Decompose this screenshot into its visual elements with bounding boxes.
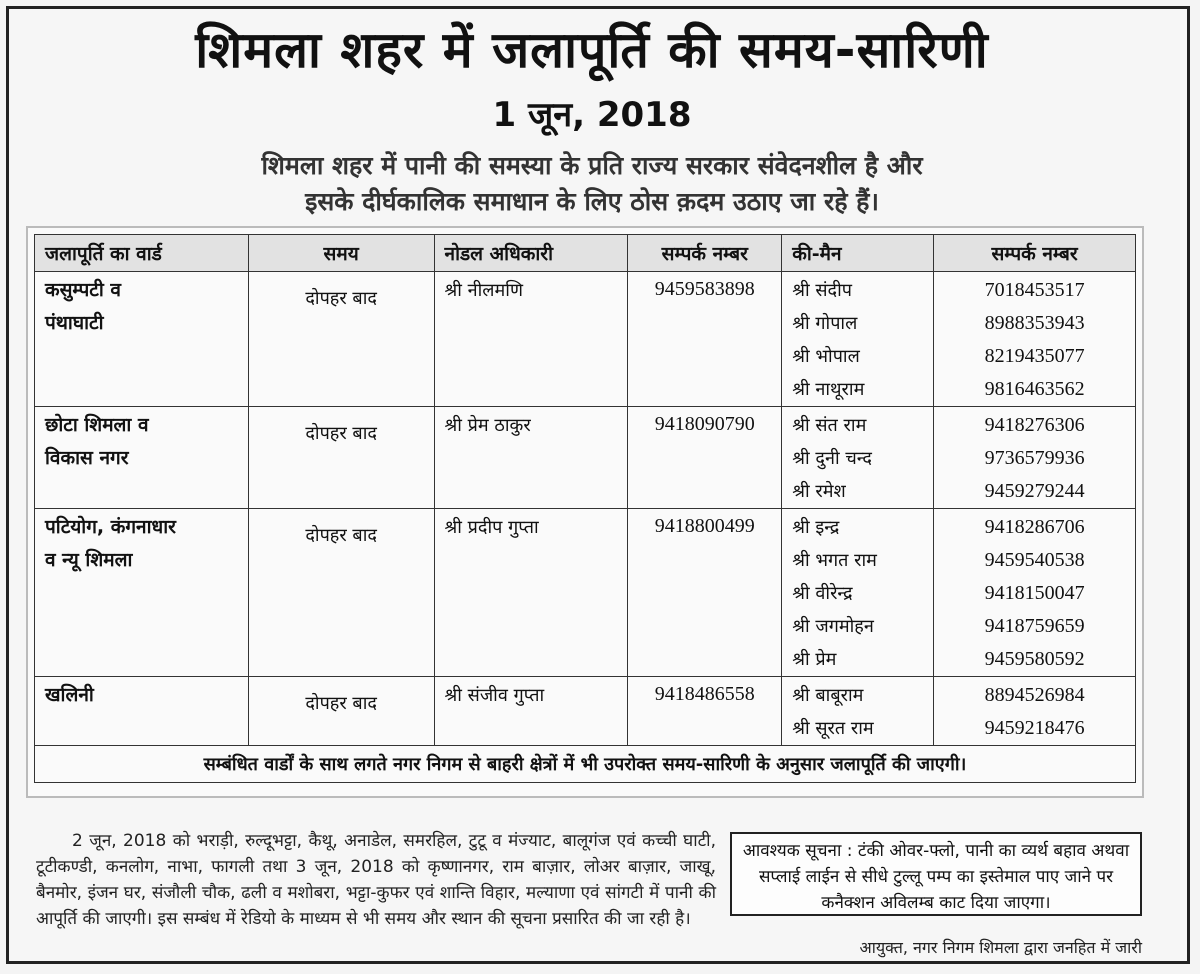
- keyman-name: श्री भोपाल: [792, 346, 860, 367]
- keymen-phones-cell: [934, 509, 1136, 677]
- ward-name-line: व न्यू शिमला: [45, 549, 133, 571]
- ward-name-line: कसुम्पटी व: [45, 279, 121, 301]
- keyman-name: श्री सूरत राम: [792, 718, 874, 739]
- col-header-officer-phone: सम्पर्क नम्बर: [628, 235, 782, 272]
- keyman-phone: 8219435077: [984, 345, 1085, 367]
- ward-name-line: पटियोग, कंगनाधार: [45, 516, 176, 538]
- keyman-phone: 9418286706: [984, 516, 1085, 538]
- page-title: शिमला शहर में जलापूर्ति की समय-सारिणी: [195, 21, 989, 79]
- issued-by: आयुक्त, नगर निगम शिमला द्वारा जनहित में जारी: [859, 938, 1142, 957]
- keyman-name: श्री जगमोहन: [792, 616, 874, 637]
- col-header-time: समय: [248, 235, 434, 272]
- keymen-cell: [782, 272, 934, 407]
- keyman-phone: 9459580592: [984, 648, 1085, 670]
- officer-cell: श्री प्रेम ठाकुर: [434, 407, 628, 509]
- keyman-name: श्री गोपाल: [792, 313, 858, 334]
- time-cell: दोपहर बाद: [248, 677, 434, 746]
- ward-name-line: छोटा शिमला व: [45, 414, 149, 436]
- table-row: [35, 407, 1136, 509]
- keyman-name: श्री इन्द्र: [792, 517, 840, 538]
- officer-cell: श्री प्रदीप गुप्ता: [434, 509, 628, 677]
- officer-phone-cell: 9459583898: [628, 272, 782, 407]
- table-footer-row: [35, 746, 1136, 783]
- keyman-phone: 9418759659: [984, 615, 1085, 637]
- officer-phone-cell: 9418800499: [628, 509, 782, 677]
- keyman-name: श्री संदीप: [792, 280, 853, 301]
- keyman-name: श्री रमेश: [792, 481, 846, 502]
- keyman-name: श्री संत राम: [792, 415, 867, 436]
- subtitle-line-2: इसके दीर्घकालिक समाधान के लिए ठोस क़दम उठाए जा रहे हैं।: [305, 187, 879, 216]
- ward-cell: [35, 677, 249, 746]
- officer-cell: श्री नीलमणि: [434, 272, 628, 407]
- keyman-name: श्री दुनी चन्द: [792, 448, 872, 469]
- keymen-cell: [782, 677, 934, 746]
- important-notice-box: [730, 832, 1142, 916]
- keyman-phone: 9459540538: [984, 549, 1085, 571]
- supply-schedule-paragraph: 2 जून, 2018 को भराड़ी, रुल्दूभट्टा, कैथू, अनाडेल, समरहिल, टुटू व मंज्याट, बालूगंज एवं कच्ची घाटी, टूटीकण्डी, कनलोग, नाभा, फागली तथा 3 जून, 2018 को कृष्णानगर, राम बाज़ार, लोअर बाज़ार, जाखू, बैनमोर, इंजन घर, संजौली चौक, ढली व मशोबरा, भट्टा-कुफर एवं शान्ति विहार, मल्याणा एवं सांगटी में पानी की आपूर्ति की जाएगी। इस सम्बंध में रेडियो के माध्यम से भी समय और स्थान की सूचना प्रसारित की जा रही है।: [36, 831, 716, 929]
- ward-cell: [35, 509, 249, 677]
- officer-phone-cell: 9418486558: [628, 677, 782, 746]
- time-cell: दोपहर बाद: [248, 509, 434, 677]
- keymen-cell: [782, 407, 934, 509]
- keymen-cell: [782, 509, 934, 677]
- ward-name-line: खलिनी: [45, 684, 94, 706]
- keyman-name: श्री प्रेम: [792, 649, 837, 670]
- table-row: [35, 677, 1136, 746]
- notice-heading: आवश्यक सूचना :: [742, 841, 853, 861]
- keyman-phone: 9459279244: [984, 480, 1085, 502]
- time-cell: दोपहर बाद: [248, 407, 434, 509]
- officer-phone-cell: 9418090790: [628, 407, 782, 509]
- schedule-table: [34, 234, 1136, 783]
- table-row: [35, 509, 1136, 677]
- officer-cell: श्री संजीव गुप्ता: [434, 677, 628, 746]
- col-header-officer: नोडल अधिकारी: [434, 235, 628, 272]
- keymen-phones-cell: [934, 407, 1136, 509]
- ward-name-line: पंथाघाटी: [45, 312, 104, 334]
- ward-name-line: विकास नगर: [45, 447, 129, 469]
- keymen-phones-cell: [934, 272, 1136, 407]
- keyman-name: श्री वीरेन्द्र: [792, 583, 853, 604]
- col-header-keyman: की-मैन: [782, 235, 934, 272]
- ward-cell: [35, 272, 249, 407]
- subtitle-line-1: शिमला शहर में पानी की समस्या के प्रति राज्य सरकार संवेदनशील है और: [261, 151, 923, 180]
- time-cell: दोपहर बाद: [248, 272, 434, 407]
- keyman-name: श्री भगत राम: [792, 550, 877, 571]
- keyman-phone: 9816463562: [984, 378, 1085, 400]
- table-row: [35, 272, 1136, 407]
- col-header-ward: जलापूर्ति का वार्ड: [35, 235, 249, 272]
- keyman-phone: 8988353943: [984, 312, 1085, 334]
- keyman-phone: 9736579936: [984, 447, 1085, 469]
- col-header-keyman-phone: सम्पर्क नम्बर: [934, 235, 1136, 272]
- subtitle: [0, 148, 1184, 220]
- keyman-phone: 9418150047: [984, 582, 1085, 604]
- ward-cell: [35, 407, 249, 509]
- keyman-phone: 9418276306: [984, 414, 1085, 436]
- table-footer-note: सम्बंधित वार्डों के साथ लगते नगर निगम से बाहरी क्षेत्रों में भी उपरोक्त समय-सारिणी के अनुसार जलापूर्ति की जाएगी।: [35, 746, 1136, 783]
- keyman-phone: 8894526984: [984, 684, 1085, 706]
- keyman-phone: 7018453517: [984, 279, 1085, 301]
- keymen-phones-cell: [934, 677, 1136, 746]
- keyman-phone: 9459218476: [984, 717, 1085, 739]
- table-header-row: [35, 235, 1136, 272]
- keyman-name: श्री नाथूराम: [792, 379, 865, 400]
- notice-date: 1 जून, 2018: [492, 95, 692, 135]
- keyman-name: श्री बाबूराम: [792, 685, 864, 706]
- notice-text: टंकी ओवर-फ्लो, पानी का व्यर्थ बहाव अथवा सप्लाई लाईन से सीधे टुल्लू पम्प का इस्तेमाल पाए जाने पर कनैक्शन अविलम्ब काट दिया जाएगा।: [758, 841, 1130, 913]
